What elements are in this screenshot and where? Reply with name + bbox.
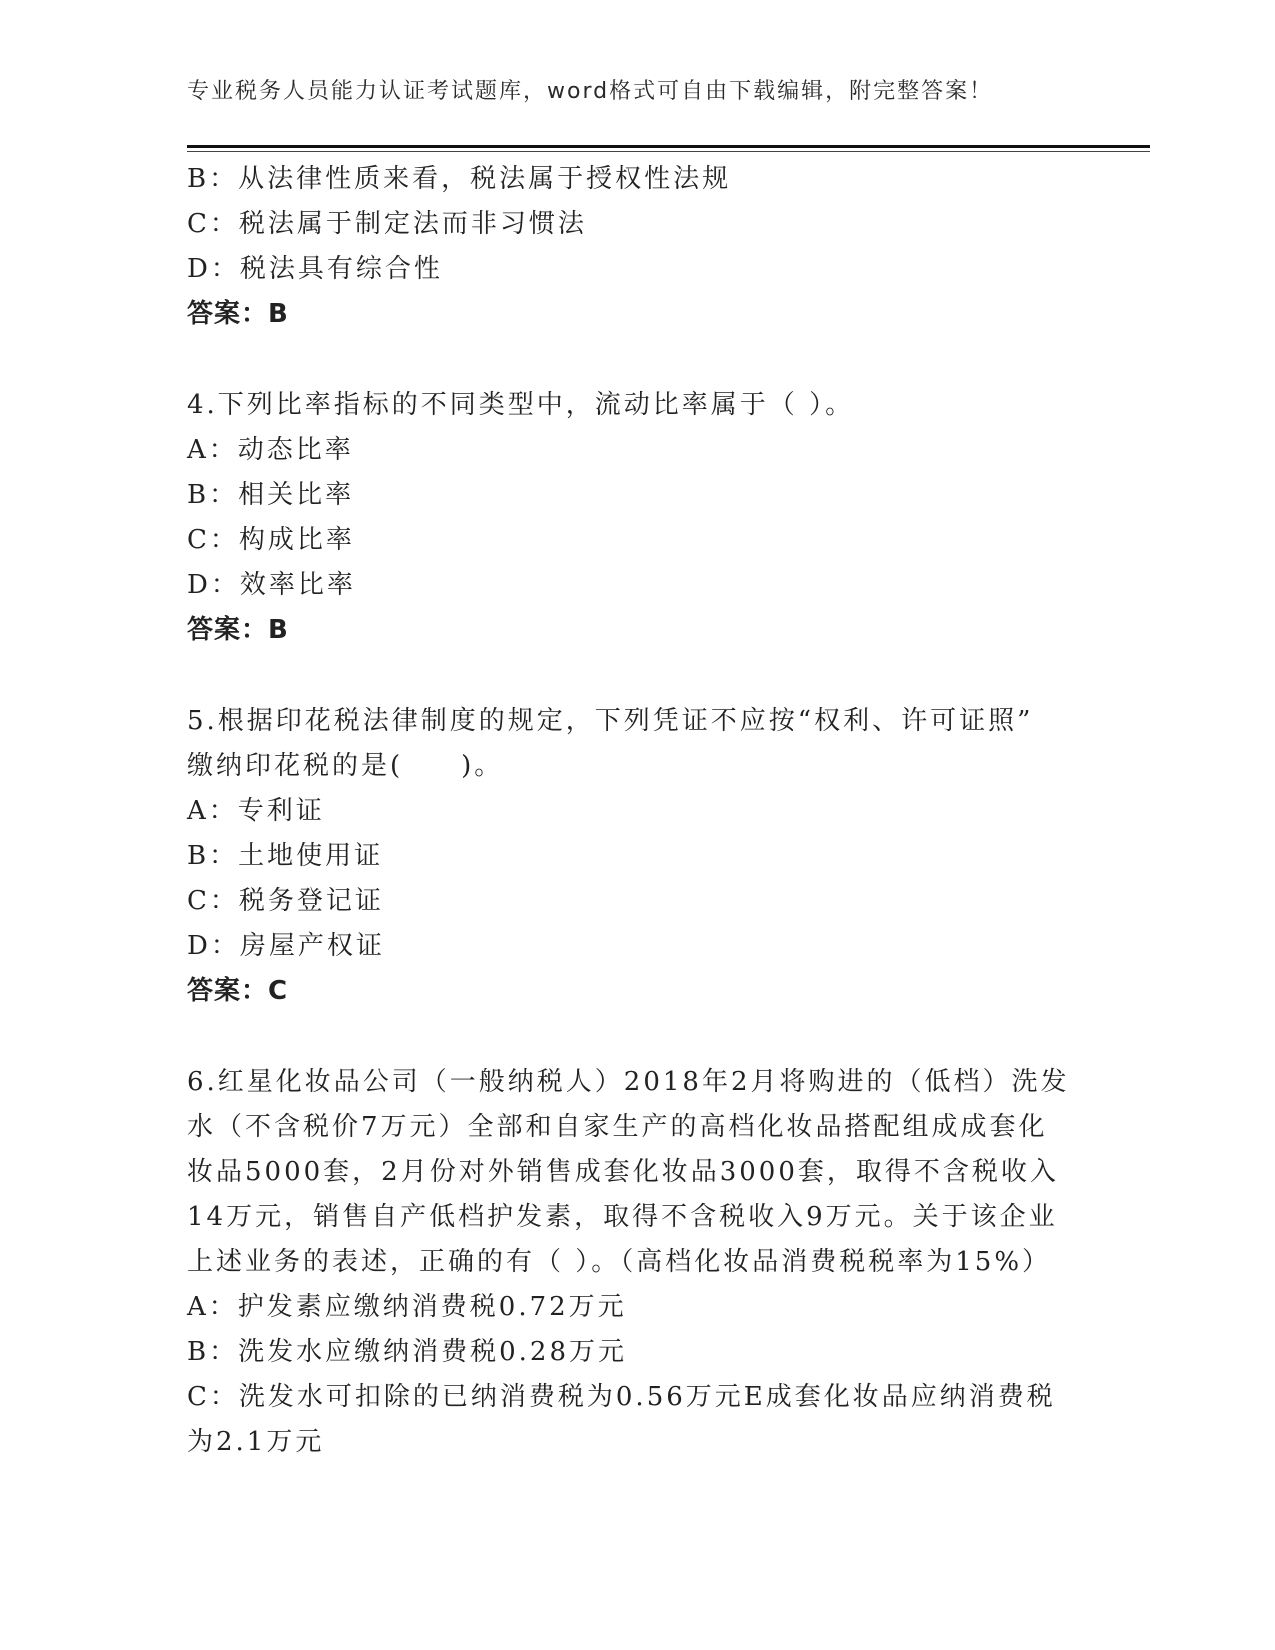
question-stem-line: 5.根据印花税法律制度的规定，下列凭证不应按“权利、许可证照” <box>187 706 1034 736</box>
option-b: B：从法律性质来看，税法属于授权性法规 <box>187 164 732 194</box>
question-stem-line: 上述业务的表述，正确的有（ ）。（高档化妆品消费税税率为15%） <box>187 1247 1052 1277</box>
option-d: D：房屋产权证 <box>187 931 385 961</box>
option-c: C：税法属于制定法而非习惯法 <box>187 209 587 239</box>
option-d: D：税法具有综合性 <box>187 254 443 284</box>
question-stem: 4.下列比率指标的不同类型中，流动比率属于（ ）。 <box>187 390 855 420</box>
header-rule <box>187 145 1150 148</box>
question-5 <box>187 699 1087 1014</box>
question-stem-line: 14万元，销售自产低档护发素，取得不含税收入9万元。关于该企业 <box>187 1202 1058 1232</box>
option-c-continued: 为2.1万元 <box>187 1427 325 1457</box>
question-4 <box>187 383 1087 653</box>
question-content <box>187 157 1087 1465</box>
answer: 答案：B <box>187 615 289 645</box>
question-stem-line: 缴纳印花税的是( )。 <box>187 751 504 781</box>
option-b: B：土地使用证 <box>187 841 384 871</box>
option-a: A：护发素应缴纳消费税0.72万元 <box>187 1292 627 1322</box>
spacer <box>187 653 1087 699</box>
spacer <box>187 337 1087 383</box>
header-rule-thin <box>187 151 1150 152</box>
question-stem-line: 6.红星化妆品公司（一般纳税人）2018年2月将购进的（低档）洗发 <box>187 1067 1070 1097</box>
question-6 <box>187 1060 1087 1465</box>
question-stem-line: 妆品5000套，2月份对外销售成套化妆品3000套，取得不含税收入 <box>187 1157 1059 1187</box>
option-a: A：动态比率 <box>187 435 354 465</box>
spacer <box>187 1014 1087 1060</box>
option-b: B：洗发水应缴纳消费税0.28万元 <box>187 1337 627 1367</box>
question-3-tail <box>187 157 1087 337</box>
answer: 答案：C <box>187 976 289 1006</box>
page-header: 专业税务人员能力认证考试题库，word格式可自由下载编辑，附完整答案！ <box>187 79 994 104</box>
option-d: D：效率比率 <box>187 570 356 600</box>
option-c: C：洗发水可扣除的已纳消费税为0.56万元E成套化妆品应纳消费税 <box>187 1382 1056 1412</box>
option-a: A：专利证 <box>187 796 325 826</box>
option-c: C：税务登记证 <box>187 886 384 916</box>
question-stem-line: 水（不含税价7万元）全部和自家生产的高档化妆品搭配组成成套化 <box>187 1112 1048 1142</box>
option-c: C：构成比率 <box>187 525 355 555</box>
answer: 答案：B <box>187 299 289 329</box>
option-b: B：相关比率 <box>187 480 355 510</box>
